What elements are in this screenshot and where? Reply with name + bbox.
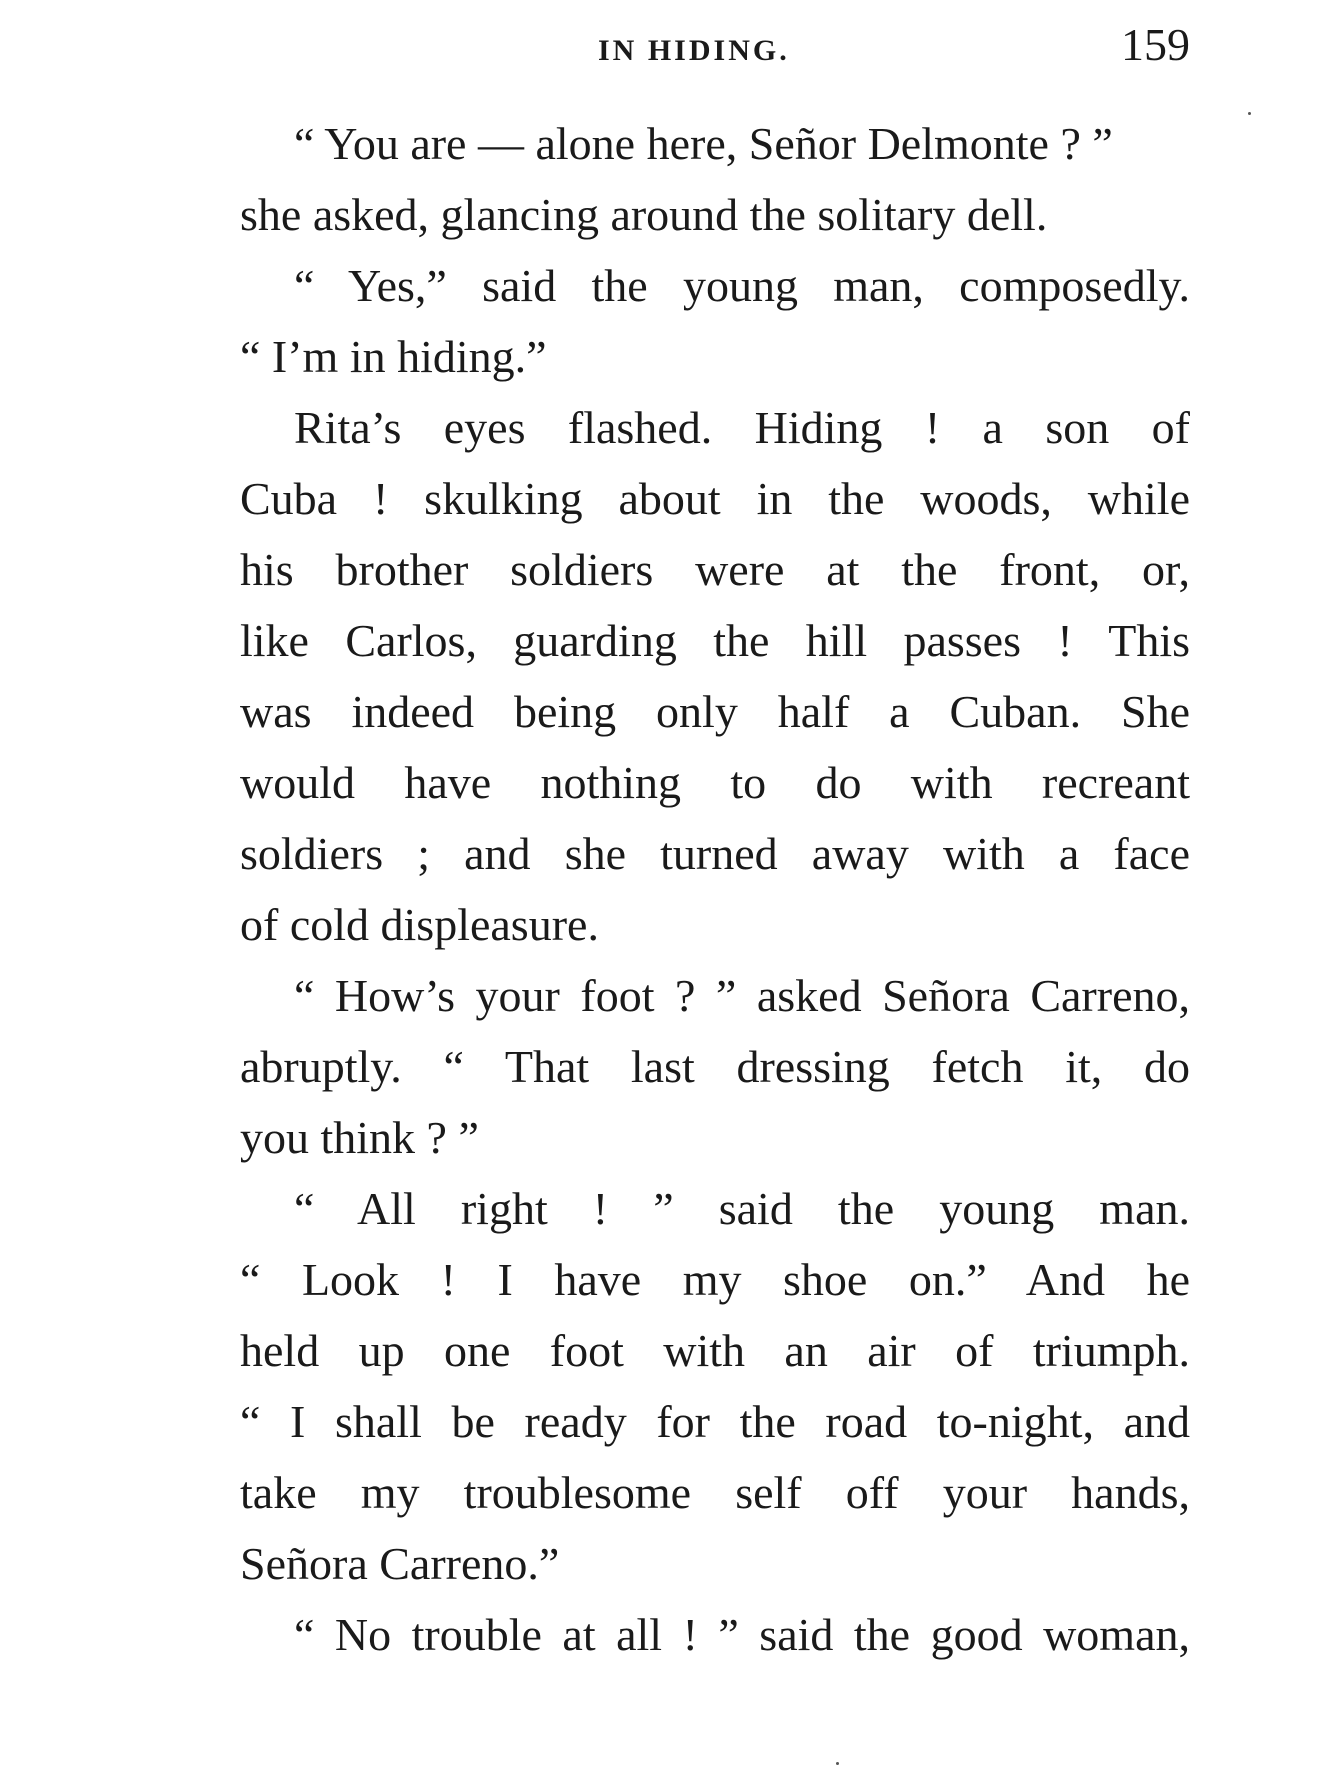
text-line: “ I’m in hiding.” bbox=[240, 331, 547, 382]
text-line: abruptly. “ That last dressing fetch it, do bbox=[240, 1041, 1190, 1092]
text-line: Cuba ! skulking about in the woods, while bbox=[240, 473, 1190, 524]
body-text bbox=[240, 108, 1190, 1670]
text-line: Rita’s eyes flashed. Hiding ! a son of bbox=[294, 402, 1190, 453]
text-line: “ No trouble at all ! ” said the good woman, bbox=[294, 1609, 1190, 1660]
paper-speck bbox=[836, 1762, 839, 1765]
text-line: “ You are — alone here, Señor Delmonte ? ” bbox=[294, 118, 1113, 169]
text-line: take my troublesome self off your hands, bbox=[240, 1467, 1190, 1518]
text-line: you think ? ” bbox=[240, 1112, 479, 1163]
text-line: Señora Carreno.” bbox=[240, 1538, 560, 1589]
text-line: like Carlos, guarding the hill passes ! This bbox=[240, 615, 1190, 666]
text-line: soldiers ; and she turned away with a face bbox=[240, 828, 1190, 879]
page-number: 159 bbox=[1121, 19, 1190, 70]
text-line: “ How’s your foot ? ” asked Señora Carreno, bbox=[294, 970, 1190, 1021]
text-line: his brother soldiers were at the front, or, bbox=[240, 544, 1190, 595]
text-line: “ Look ! I have my shoe on.” And he bbox=[240, 1254, 1190, 1305]
page-header bbox=[240, 18, 1190, 78]
text-line: “ All right ! ” said the young man. bbox=[294, 1183, 1190, 1234]
text-line: would have nothing to do with recreant bbox=[240, 757, 1190, 808]
paper-speck bbox=[1248, 112, 1251, 115]
text-line: held up one foot with an air of triumph. bbox=[240, 1325, 1190, 1376]
text-line: she asked, glancing around the solitary dell. bbox=[240, 189, 1048, 240]
running-title: IN HIDING. bbox=[598, 34, 790, 67]
text-line: “ I shall be ready for the road to-night, and bbox=[240, 1396, 1190, 1447]
text-line: of cold displeasure. bbox=[240, 899, 599, 950]
text-line: “ Yes,” said the young man, composedly. bbox=[294, 260, 1190, 311]
text-line: was indeed being only half a Cuban. She bbox=[240, 686, 1190, 737]
